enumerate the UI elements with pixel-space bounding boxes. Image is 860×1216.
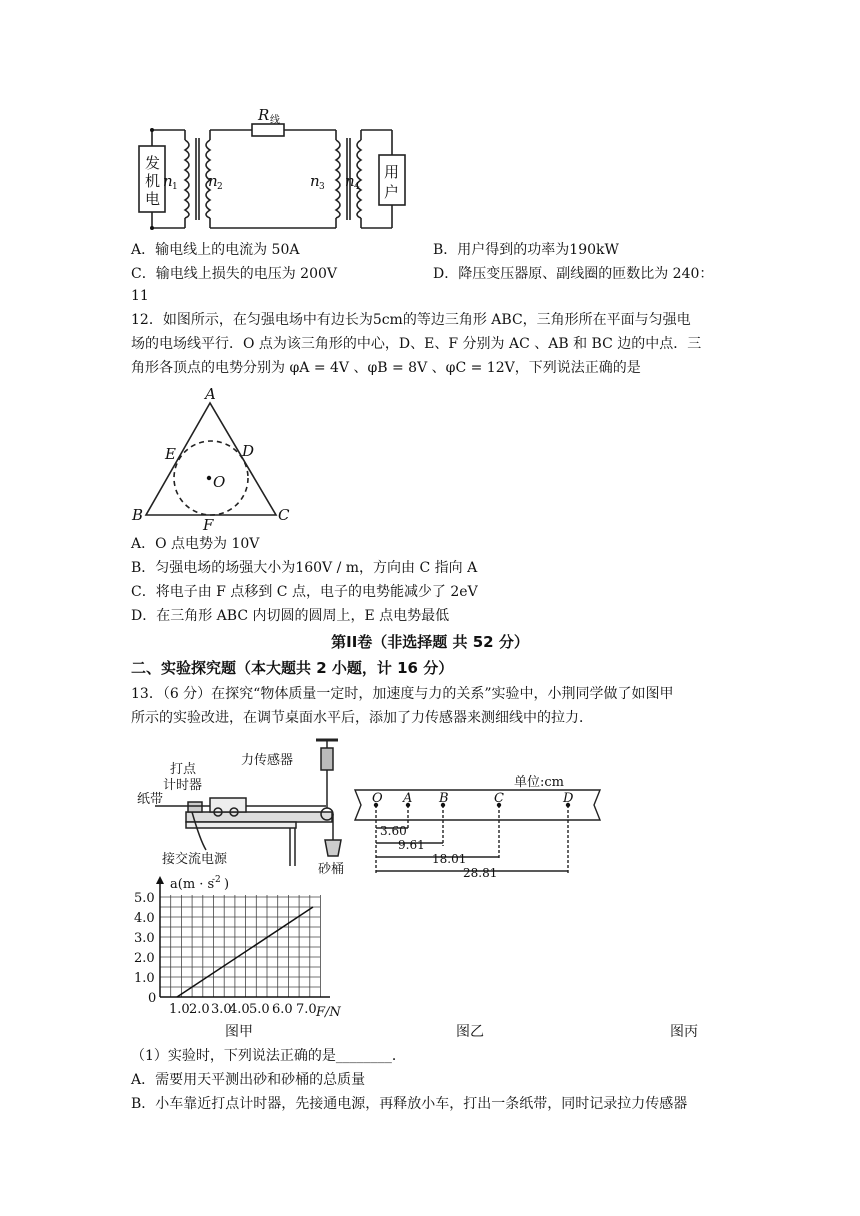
graph-xlabel: F/N <box>316 1005 341 1020</box>
ytick-0: 0 <box>148 991 157 1006</box>
q11-option-b: B．用户得到的功率为190kW <box>433 242 619 258</box>
graph-ylabel-exp: -2 <box>212 875 221 885</box>
resistor-sub: 线 <box>270 115 280 126</box>
n2-label: n <box>208 172 218 190</box>
part-2-title: 二、实验探究题（本大题共 2 小题，计 16 分） <box>131 659 454 677</box>
q13-stem-line-1: 13．（6 分）在探究“物体质量一定时，加速度与力的关系”实验中，小荆同学做了如图甲 <box>131 686 674 702</box>
q11-option-d: D．降压变压器原、副线圈的匝数比为 240： <box>433 266 714 282</box>
xtick-4: 4.0 <box>229 1002 250 1017</box>
tape-dist-4: 28.81 <box>463 866 498 880</box>
bucket-label: 砂桶 <box>318 862 345 877</box>
q13-sub1-option-a: A．需要用天平测出砂和砂桶的总质量 <box>131 1072 366 1088</box>
q12-option-d: D．在三角形 ABC 内切圆的圆周上，E 点电势最低 <box>131 608 450 624</box>
user-label-2: 户 <box>384 183 400 201</box>
ytick-3: 3.0 <box>134 931 155 946</box>
xtick-3: 3.0 <box>211 1002 232 1017</box>
graph-ylabel-close: ) <box>224 877 230 892</box>
caption-bing: 图丙 <box>670 1024 698 1040</box>
point-o-label: O <box>213 473 226 491</box>
point-d-label: D <box>242 442 255 460</box>
q11-option-a: A．输电线上的电流为 50A <box>131 242 300 258</box>
xtick-1: 1.0 <box>169 1002 190 1017</box>
q11-option-c: C．输电线上损失的电压为 200V <box>131 266 337 282</box>
generator-label-1: 发 <box>145 154 161 172</box>
graph-ylabel: a(m · s <box>170 877 215 892</box>
tape-label: 纸带 <box>137 792 164 807</box>
xtick-2: 2.0 <box>189 1002 210 1017</box>
tape-dist-1: 3.60 <box>380 824 407 838</box>
point-f-label: F <box>203 516 214 534</box>
tape-dist-3: 18.01 <box>432 852 467 866</box>
n1-label: n <box>163 172 173 190</box>
section-ii-title: 第II卷（非选择题 共 52 分） <box>331 633 529 651</box>
caption-yi: 图乙 <box>456 1024 484 1040</box>
q12-stem-line-1: 12．如图所示，在匀强电场中有边长为5cm的等边三角形 ABC，三角形所在平面与匀强电 <box>131 312 691 328</box>
timer-label-2: 计时器 <box>163 778 203 793</box>
generator-label-2: 机 <box>145 172 161 190</box>
tape-point-c: C <box>494 791 504 806</box>
ytick-2: 2.0 <box>134 951 155 966</box>
q12-stem-line-2: 场的电场线平行．O 点为该三角形的中心，D、E、F 分别为 AC 、AB 和 BC 边的中点．三 <box>131 336 702 352</box>
vertex-a-label: A <box>205 385 216 403</box>
vertex-c-label: C <box>278 506 290 524</box>
fit-line <box>177 907 313 997</box>
resistor-label: R <box>258 106 270 124</box>
generator-label-3: 电 <box>145 190 161 208</box>
tape-point-b: B <box>439 791 449 806</box>
timer-label-1: 打点 <box>170 762 197 777</box>
q11-option-d-cont: 11 <box>131 288 149 304</box>
caption-jia: 图甲 <box>225 1024 253 1040</box>
n4-label: n <box>345 172 355 190</box>
xtick-5: 5.0 <box>249 1002 270 1017</box>
q12-stem-line-3: 角形各顶点的电势分别为 φA = 4V 、φB = 8V 、φC = 12V，下列说法正确的是 <box>131 360 641 376</box>
vertex-b-label: B <box>132 506 144 524</box>
q12-option-c: C．将电子由 F 点移到 C 点，电子的电势能减少了 2eV <box>131 584 478 600</box>
sensor-label: 力传感器 <box>241 753 294 768</box>
xtick-6: 6.0 <box>272 1002 293 1017</box>
n3-sub: 3 <box>319 182 325 192</box>
ytick-4: 4.0 <box>134 911 155 926</box>
q13-sub1-option-b: B．小车靠近打点计时器，先接通电源，再释放小车，打出一条纸带，同时记录拉力传感器 <box>131 1096 688 1112</box>
q12-option-a: A．O 点电势为 10V <box>131 536 260 552</box>
n1-sub: 1 <box>172 182 178 192</box>
ytick-1: 1.0 <box>134 971 155 986</box>
user-label-1: 用 <box>384 163 400 181</box>
q12-option-b: B．匀强电场的场强大小为160V / m，方向由 C 指向 A <box>131 560 478 576</box>
n3-label: n <box>310 172 320 190</box>
xtick-7: 7.0 <box>296 1002 317 1017</box>
ytick-5: 5.0 <box>134 891 155 906</box>
n4-sub: 4 <box>354 182 360 192</box>
tape-dist-2: 9.61 <box>398 838 425 852</box>
tape-point-o: O <box>372 791 383 806</box>
tape-point-d: D <box>563 791 574 806</box>
power-label: 接交流电源 <box>162 852 228 867</box>
tape-unit: 单位:cm <box>514 775 564 790</box>
q13-sub1: （1）实验时，下列说法正确的是________． <box>131 1048 406 1064</box>
point-e-label: E <box>165 445 176 463</box>
q13-stem-line-2: 所示的实验改进，在调节桌面水平后，添加了力传感器来测细线中的拉力． <box>131 710 593 726</box>
n2-sub: 2 <box>217 182 223 192</box>
tape-point-a: A <box>403 791 413 806</box>
